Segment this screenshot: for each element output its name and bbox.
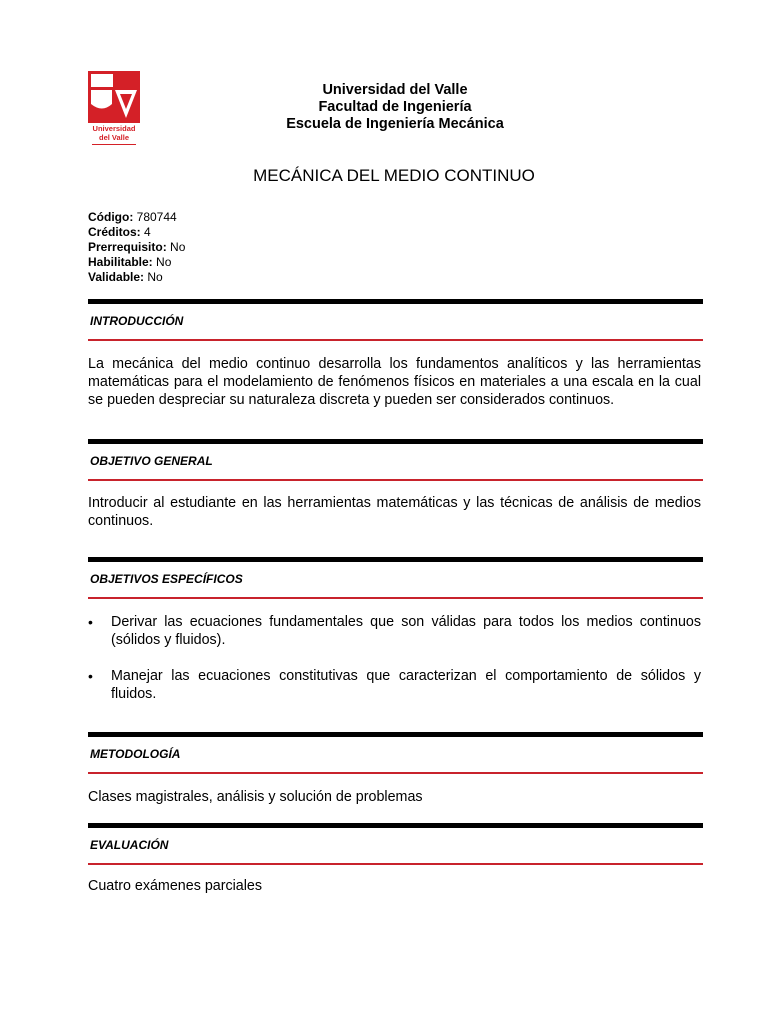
- meta-habilitable: [88, 255, 185, 270]
- section-title: EVALUACIÓN: [90, 838, 169, 852]
- logo-wordmark: [88, 124, 140, 142]
- bullet-icon: •: [88, 614, 93, 630]
- metodologia-text: Clases magistrales, análisis y solución de problemas: [88, 789, 423, 805]
- section-rule-black: [88, 439, 703, 444]
- introduccion-text: La mecánica del medio continuo desarrolla los fundamentos analíticos y las herramientas matemáticas para el modelamiento de fenómenos físicos en materiales a una escala en la cual se pueden despreciar su naturaleza discreta y pueden ser considerados continuos.: [88, 356, 701, 408]
- university-logo: [88, 71, 140, 145]
- logo-emblem-icon: [88, 71, 140, 123]
- creditos-label: Créditos:: [88, 225, 141, 239]
- course-meta: [88, 210, 185, 285]
- evaluacion-text: Cuatro exámenes parciales: [88, 878, 263, 894]
- list-item-text: Derivar las ecuaciones fundamentales que son válidas para todos los medios continuos (sólidos y fluidos).: [111, 614, 701, 648]
- objetivo-general-text: Introducir al estudiante en las herramientas matemáticas y las técnicas de análisis de medios continuos.: [88, 495, 701, 529]
- section-rule-black: [88, 823, 703, 828]
- section-rule-red: [88, 339, 703, 341]
- section-rule-black: [88, 732, 703, 737]
- university-name: Universidad del Valle: [322, 82, 468, 98]
- section-title: OBJETIVOS ESPECÍFICOS: [90, 572, 243, 586]
- section-rule-red: [88, 479, 703, 481]
- meta-validable: [88, 270, 185, 285]
- section-rule-black: [88, 299, 703, 304]
- meta-codigo: [88, 210, 185, 225]
- prerrequisito-value: No: [166, 240, 186, 254]
- school-name: Escuela de Ingeniería Mecánica: [286, 116, 504, 132]
- section-header-evaluacion: [88, 823, 703, 865]
- section-rule-black: [88, 557, 703, 562]
- course-title: MECÁNICA DEL MEDIO CONTINUO: [253, 166, 535, 185]
- section-header-introduccion: [88, 299, 703, 341]
- prerrequisito-label: Prerrequisito:: [88, 240, 167, 254]
- section-rule-red: [88, 597, 703, 599]
- habilitable-label: Habilitable:: [88, 255, 153, 269]
- logo-line-2: del Valle: [98, 133, 130, 142]
- logo-line-1: Universidad: [92, 124, 136, 133]
- faculty-name: Facultad de Ingeniería: [318, 99, 472, 115]
- logo-underline: [92, 144, 136, 145]
- section-title: INTRODUCCIÓN: [90, 314, 184, 328]
- codigo-value: 780744: [133, 210, 177, 224]
- section-title: METODOLOGÍA: [90, 747, 181, 761]
- section-header-objetivo-general: [88, 439, 703, 481]
- document-header: [200, 82, 590, 133]
- section-rule-red: [88, 863, 703, 865]
- section-header-metodologia: [88, 732, 703, 774]
- section-title: OBJETIVO GENERAL: [90, 454, 213, 468]
- codigo-label: Código:: [88, 210, 134, 224]
- list-item-text: Manejar las ecuaciones constitutivas que caracterizan el comportamiento de sólidos y fluidos.: [111, 668, 701, 702]
- creditos-value: 4: [140, 225, 151, 239]
- meta-creditos: [88, 225, 185, 240]
- section-rule-red: [88, 772, 703, 774]
- section-header-objetivos-especificos: [88, 557, 703, 599]
- meta-prerrequisito: [88, 240, 185, 255]
- habilitable-value: No: [152, 255, 172, 269]
- validable-value: No: [144, 270, 163, 284]
- bullet-icon: •: [88, 668, 93, 684]
- validable-label: Validable:: [88, 270, 145, 284]
